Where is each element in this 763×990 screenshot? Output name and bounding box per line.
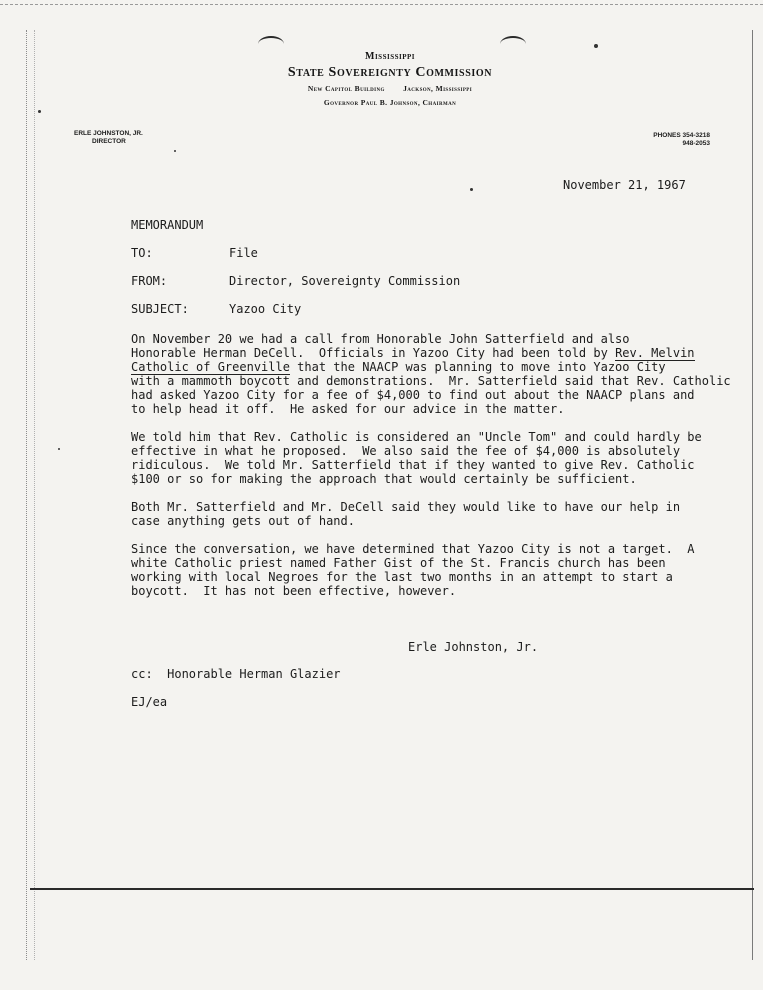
underlined-name: Rev. Melvin <box>615 346 695 360</box>
director-block <box>74 130 143 146</box>
speck <box>174 150 176 152</box>
phone-line-2: 948-2053 <box>682 140 710 147</box>
cc-line: cc: Honorable Herman Glazier <box>131 667 341 681</box>
body-paragraph-3 <box>131 500 731 528</box>
body-segment: Honorable Herman DeCell. Officials in Yazoo City had been told by <box>131 346 616 360</box>
body-line: case anything gets out of hand. <box>131 514 355 528</box>
underlined-place: Catholic of Greenville <box>131 360 290 374</box>
left-margin-line <box>26 30 27 960</box>
body-line: $100 or so for making the approach that would certainly be sufficient. <box>131 472 637 486</box>
body-line <box>131 360 731 374</box>
letterhead-building: New Capitol Building <box>307 84 385 93</box>
letterhead-address <box>230 82 550 96</box>
memo-date: November 21, 1967 <box>563 178 686 192</box>
body-segment: that the NAACP was planning to move into Yazoo City <box>289 360 666 374</box>
phone-line-1: PHONES 354-3218 <box>653 132 710 139</box>
memo-heading: MEMORANDUM <box>131 218 204 232</box>
typist-initials: EJ/ea <box>131 695 168 709</box>
body-line: ridiculous. We told Mr. Satterfield that if they wanted to give Rev. Catholic <box>131 458 695 472</box>
body-paragraph-4 <box>131 542 731 598</box>
letterhead-agency: State Sovereignty Commission <box>287 65 493 80</box>
page-top-edge <box>0 4 763 5</box>
signature-line: Erle Johnston, Jr. <box>408 640 539 654</box>
speck <box>594 44 598 48</box>
body-line <box>131 346 731 360</box>
body-line: boycott. It has not been effective, however. <box>131 584 457 598</box>
letterhead <box>230 50 550 110</box>
from-value: Director, Sovereignty Commission <box>229 274 461 288</box>
speck <box>470 188 473 191</box>
speck <box>38 110 41 113</box>
body-line: working with local Negroes for the last two months in an attempt to start a <box>131 570 673 584</box>
subject-value: Yazoo City <box>229 302 302 316</box>
to-label: TO: <box>131 246 153 260</box>
body-line: effective in what he proposed. We also said the fee of $4,000 is absolutely <box>131 444 681 458</box>
body-line: Since the conversation, we have determined that Yazoo City is not a target. A <box>131 542 695 556</box>
body-line: On November 20 we had a call from Honorable John Satterfield and also <box>131 332 630 346</box>
body-line: had asked Yazoo City for a fee of $4,000 to find out about the NAACP plans and <box>131 388 695 402</box>
director-name: ERLE JOHNSTON, JR. <box>74 130 143 137</box>
body-line: We told him that Rev. Catholic is considered an "Uncle Tom" and could hardly be <box>131 430 702 444</box>
letterhead-governor: Governor Paul B. Johnson, Chairman <box>323 98 457 107</box>
body-paragraph-2 <box>131 430 731 486</box>
director-title: DIRECTOR <box>92 138 126 145</box>
from-label: FROM: <box>131 274 168 288</box>
speck <box>58 448 60 450</box>
letterhead-city: Jackson, Mississippi <box>403 84 473 93</box>
body-paragraph-1 <box>131 332 731 416</box>
body-line: with a mammoth boycott and demonstrations. Mr. Satterfield said that Rev. Catholic <box>131 374 731 388</box>
body-line: to help head it off. He asked for our advice in the matter. <box>131 402 565 416</box>
phone-block <box>610 132 710 148</box>
left-margin-line-2 <box>34 30 35 960</box>
body-line: white Catholic priest named Father Gist of the St. Francis church has been <box>131 556 666 570</box>
letterhead-state: Mississippi <box>365 51 415 62</box>
to-value: File <box>229 246 258 260</box>
subject-label: SUBJECT: <box>131 302 189 316</box>
body-line: Both Mr. Satterfield and Mr. DeCell said they would like to have our help in <box>131 500 681 514</box>
right-margin-line <box>752 30 753 960</box>
bottom-rule <box>30 888 754 890</box>
